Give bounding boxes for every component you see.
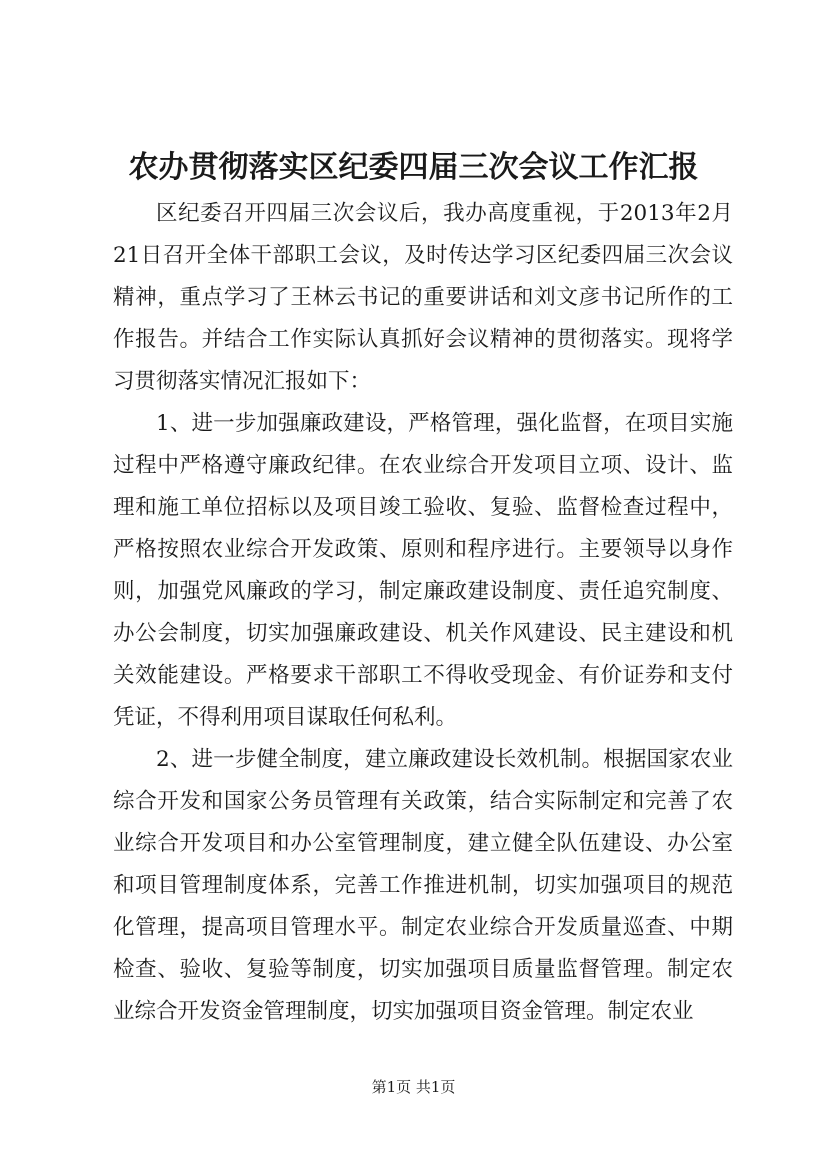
document-title: 农办贯彻落实区纪委四届三次会议工作汇报	[128, 150, 699, 185]
document-body	[113, 193, 733, 1033]
paragraph-item-2: 2、进一步健全制度，建立廉政建设长效机制。根据国家农业综合开发和国家公务员管理有关政策，结合实际制定和完善了农业综合开发项目和办公室管理制度，建立健全队伍建设、办公室和项目管理制度体系，完善工作推进机制，切实加强项目的规范化管理，提高项目管理水平。制定农业综合开发质量巡查、中期检查、验收、复验等制度，切实加强项目质量监督管理。制定农业综合开发资金管理制度，切实加强项目资金管理。制定农业	[113, 747, 733, 1024]
page-footer: 第1页 共1页	[371, 1078, 456, 1096]
paragraph-item-1: 1、进一步加强廉政建设，严格管理，强化监督，在项目实施过程中严格遵守廉政纪律。在农业综合开发项目立项、设计、监理和施工单位招标以及项目竣工验收、复验、监督检查过程中，严格按照农业综合开发政策、原则和程序进行。主要领导以身作则，加强党风廉政的学习，制定廉政建设制度、责任追究制度、办公会制度，切实加强廉政建设、机关作风建设、民主建设和机关效能建设。严格要求干部职工不得收受现金、有价证券和支付凭证，不得利用项目谋取任何私利。	[113, 411, 733, 730]
paragraph-intro: 区纪委召开四届三次会议后，我办高度重视，于2013年2月21日召开全体干部职工会议，及时传达学习区纪委四届三次会议精神，重点学习了王林云书记的重要讲话和刘文彦书记所作的工作报告。并结合工作实际认真抓好会议精神的贯彻落实。现将学习贯彻落实情况汇报如下：	[113, 201, 733, 394]
